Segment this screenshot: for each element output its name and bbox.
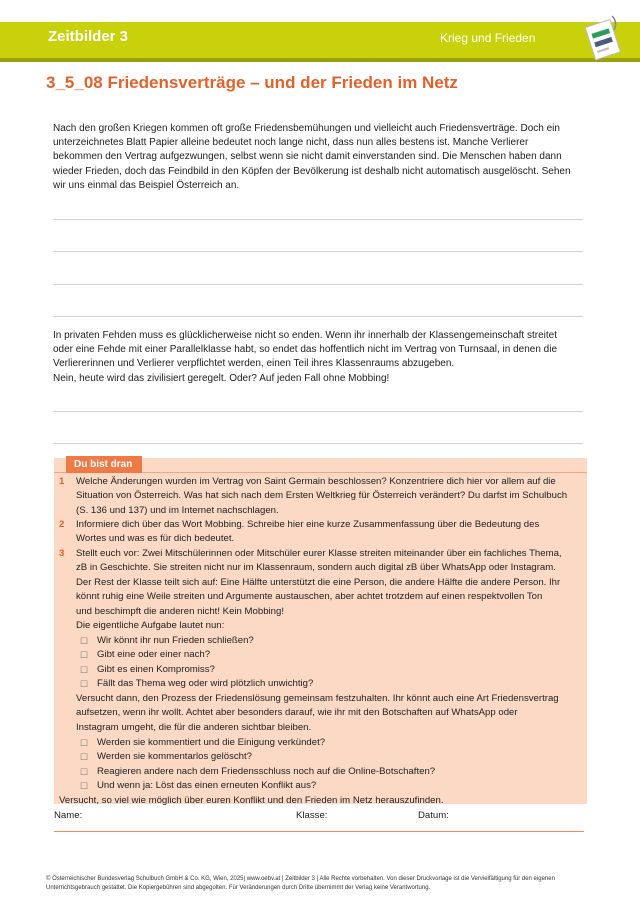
topic-label: Krieg und Frieden	[440, 31, 536, 45]
signature-line[interactable]	[54, 831, 584, 832]
checklist-text: Gibt eine oder einer nach?	[97, 649, 211, 660]
task-number: 2	[59, 519, 65, 530]
intro-paragraph	[53, 122, 593, 193]
copyright-footer	[46, 875, 596, 893]
class-label: Klasse:	[296, 810, 328, 821]
task-line: aufsetzen, wenn ihr wollt. Achtet aber besonders darauf, wie ihr mit den Botschaften auf WhatsApp oder	[76, 707, 518, 719]
task-line: Welche Änderungen wurden im Vertrag von Saint Germain beschlossen? Konzentriere dich hier vor allem auf die	[76, 476, 556, 487]
task-line: (S. 136 und 137) und im Internet nachschlagen.	[76, 504, 279, 516]
task-line: Die eigentliche Aufgabe lautet nun:	[76, 620, 225, 632]
task-1	[76, 475, 581, 518]
checklist-text: Fällt das Thema weg oder wird plötzlich unwichtig?	[97, 678, 314, 689]
task-line: Stellt euch vor: Zwei Mitschülerinnen oder Mitschüler eurer Klasse streiten miteinander über ein fachliches Thema,	[76, 548, 562, 559]
task-3-continued	[76, 692, 581, 735]
checklist-text: Werden sie kommentiert und die Einigung verkündet?	[97, 737, 326, 748]
checkbox-icon[interactable]: ☐	[80, 679, 89, 689]
second-line: In privaten Fehden muss es glücklicherweise nicht so enden. Wenn ihr innerhalb der Klassengemeinschaft streitet	[53, 330, 557, 341]
task-line: Wortes und was es für dich bedeutet.	[76, 533, 235, 545]
task-3	[76, 547, 581, 633]
second-line: oder eine Fehde mit einer Parallelklasse habt, so endet das hoffentlich nicht im Vertrag von Turnsaal, in denen die	[53, 344, 558, 356]
intro-line: wieder Frieden, doch das Feindbild in den Köpfen der Bevölkerung ist deshalb nicht automatisch ausgelöscht. Sehen	[53, 165, 571, 177]
checklist-text: Reagieren andere nach dem Friedensschluss noch auf die Online-Botschaften?	[97, 766, 436, 777]
writing-line[interactable]	[53, 316, 583, 317]
closing-instruction: Versucht, so viel wie möglich über euren Konflikt und den Frieden im Netz herauszufinden.	[59, 795, 444, 806]
second-paragraph	[53, 329, 593, 386]
task-2	[76, 518, 581, 547]
task-line: Versucht dann, den Prozess der Friedenslösung gemeinsam festzuhalten. Ihr könnt auch eine Art Friedensvertrag	[76, 693, 559, 704]
worksheet-stack-icon	[582, 12, 628, 64]
checkbox-icon[interactable]: ☐	[80, 767, 89, 777]
checkbox-icon[interactable]: ☐	[80, 752, 89, 762]
writing-line[interactable]	[53, 411, 583, 412]
intro-line: Nach den großen Kriegen kommen oft große Friedensbemühungen und vielleicht auch Friedensverträge. Doch ein	[53, 123, 560, 134]
date-label: Datum:	[418, 810, 449, 821]
second-line: Nein, heute wird das zivilisiert geregelt. Oder? Auf jeden Fall ohne Mobbing!	[53, 372, 390, 384]
checkbox-icon[interactable]: ☐	[80, 636, 89, 646]
checklist-text: Gibt es einen Kompromiss?	[97, 664, 215, 675]
footer-line: Unterrichtsgebrauch gestattet. Die Kopiergebühren sind abgegolten. Für Veränderungen durch Dritte übernimmt der Verlag keine Verantwortung.	[46, 885, 431, 891]
task-line: und beschimpft die anderen nicht! Kein Mobbing!	[76, 605, 284, 617]
activity-tab: Du bist dran	[66, 456, 142, 473]
writing-line[interactable]	[53, 251, 583, 252]
task-number: 1	[59, 476, 65, 487]
checklist-text: Und wenn ja: Löst das einen erneuten Konflikt aus?	[97, 780, 317, 791]
second-line: Verliererinnen und Verlierer verpflichtet werden, einen Teil ihres Klassenraums abzugeben.	[53, 358, 455, 370]
task-number: 3	[59, 548, 65, 559]
page-title: 3_5_08 Friedensverträge – und der Frieden im Netz	[46, 73, 458, 92]
task-line: zB in Geschichte. Sie streiten nicht nur im Klassenraum, sondern auch digital zB über WhatsApp oder Instagram.	[76, 562, 556, 574]
task-line: Informiere dich über das Wort Mobbing. Schreibe hier eine kurze Zusammenfassung über die Bedeutung des	[76, 519, 540, 530]
header-stripe	[0, 58, 640, 62]
writing-line[interactable]	[53, 219, 583, 220]
task-line: könnt ruhig eine Weile streiten und Argumente austauschen, aber achtet trotzdem auf einen respektvollen Ton	[76, 591, 543, 603]
intro-line: unterzeichnetes Blatt Papier alleine bedeutet noch lange nicht, dass nun alles bestens ist. Manche Verlierer	[53, 137, 529, 149]
book-title: Zeitbilder 3	[48, 28, 129, 45]
checkbox-icon[interactable]: ☐	[80, 650, 89, 660]
page-header	[0, 0, 640, 63]
task-line: Situation von Österreich. Was hat sich nach dem Ersten Weltkrieg für Österreich verändert? Du darfst im Schulbuch	[76, 490, 568, 502]
checkbox-icon[interactable]: ☐	[80, 781, 89, 791]
writing-line[interactable]	[53, 443, 583, 444]
checklist-text: Werden sie kommentarlos gelöscht?	[97, 751, 252, 762]
checklist-text: Wir könnt ihr nun Frieden schließen?	[97, 635, 254, 646]
checkbox-icon[interactable]: ☐	[80, 665, 89, 675]
writing-line[interactable]	[53, 284, 583, 285]
task-line: Instagram umgeht, die für die anderen sichtbar bleiben.	[76, 721, 312, 733]
task-line: Der Rest der Klasse teilt sich auf: Eine Hälfte unterstützt die eine Person, die andere Hälfte die andere Person. Ihr	[76, 576, 561, 588]
checkbox-icon[interactable]: ☐	[80, 738, 89, 748]
intro-line: bekommen den Vertrag aufgezwungen, selbst wenn sie nicht damit einverstanden sind. Die Menschen haben dann	[53, 151, 562, 163]
intro-line: wir uns einmal das Beispiel Österreich an.	[53, 179, 240, 191]
footer-line: © Österreichischer Bundesverlag Schulbuch GmbH & Co. KG, Wien, 2025| www.oebv.at | Zeitbilder 3 | Alle Rechte vorbehalten. Von dieser Druckvorlage ist die Vervielfältigung für den eigenen	[46, 876, 555, 882]
name-label: Name:	[54, 810, 83, 821]
